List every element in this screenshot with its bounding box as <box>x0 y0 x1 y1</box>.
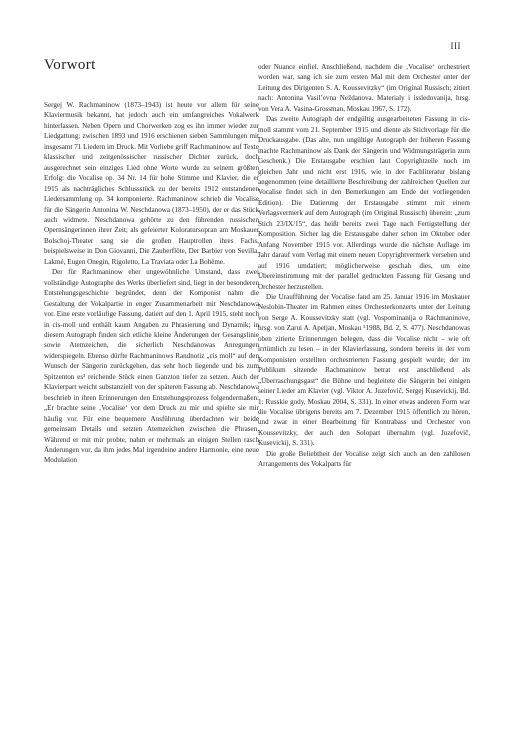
paragraph: Das zweite Autograph der endgültig ausgearbeiteten Fassung in cis-moll stammt vom 21. September 1915 und diente als Stichvorlage für die Druckausgabe. (Das alte, nun ungültige Autograph der früheren Fassung machte Rachmaninow als Dank der Sängerin und Widmungsträgerin zum Geschenk.) Die Erstausgabe erschien laut Copyrightzeile noch im gleichen Jahr und nicht erst 1916, wie in der Fachliteratur bislang angenommen (eine detaillierte Beschreibung der zahlreichen Quellen zur Vocalise findet sich in den Bemerkungen am Ende der vorliegenden Edition). Die Datierung der Erstausgabe stimmt mit einem Verlagsvermerk auf dem Autograph (im Original Russisch) überein: „zum Stich 23/IX/15“, das heißt bereits zwei Tage nach Fertigstellung der Komposition. Sicher lag die Erstausgabe daher schon im Oktober oder Anfang November 1915 vor. Allerdings wurde die nächste Auflage im Jahr darauf vom Verlag mit einem neuen Copyrightvermerk versehen und auf 1916 umdatiert; möglicherweise geschah dies, um eine Übereinstimmung mit der parallel gedruckten Fassung für Gesang und Orchester herzustellen. <box>258 115 470 291</box>
paragraph: Sergej W. Rachmaninow (1873–1943) ist heute vor allem für seine Klaviermusik bekannt, hat jedoch auch ein umfangreiches Vokalwerk hinterlassen. Neben Opern und Chorwerken zog es ihn immer wieder zur Liedgattung; zwischen 1893 und 1916 erschienen sieben Sammlungen mit insgesamt 71 Liedern im Druck. Mit Vorliebe griff Rachmaninow auf Texte klassischer und zeitgenössischer russischer Dichter zurück, doch ausgerechnet sein einziges Lied ohne Worte wurde zu seinem größten Erfolg: die Vocalise op. 34 Nr. 14 für hohe Stimme und Klavier, die er 1915 als nachträgliches Schlussstück zu der bereits 1912 entstandenen Liedersammlung op. 34 komponierte. Rachmaninow schrieb die Vocalise für die Sängerin Antonina W. Neschdanowa (1873–1950), der er das Stück auch widmete. Neschdanowa gehörte zu den führenden russischen Opernsängerinnen ihrer Zeit; als gefeierter Koloratursopran am Moskauer Bolschoj-Theater sang sie die großen Hauptrollen ihres Fachs, beispielsweise in Don Giovanni, Die Zauberflöte, Der Barbier von Sevilla, Lakmé, Eugen Onegin, Rigoletto, La Traviata oder La Bohème. <box>44 101 259 266</box>
page-heading: Vorwort <box>44 57 96 73</box>
paragraph: Die große Beliebtheit der Vocalise zeigt sich auch an den zahllosen Arrangements des Vokalparts für <box>258 449 470 469</box>
paragraph: oder Nuance einfiel. Anschließend, nachdem die ‚Vocalise‘ orchestriert worden war, sang ich sie zum ersten Mal mit dem Orchester unter der Leitung des Dirigenten S. A. Koussevitzky“ (im Original Russisch; zitiert nach: Antonina Vasil’evna Neždanova. Materialy i issledovanija, hrsg. von Vera A. Vasina-Grossman, Moskau 1967, S. 172). <box>258 63 470 113</box>
paragraph: Der für Rachmaninow eher ungewöhnliche Umstand, dass zwei vollständige Autographe des Werks überliefert sind, liegt in der besonderen Entstehungsgeschichte begründet, denn der Komponist nahm die Gestaltung der Vokalpartie in enger Zusammenarbeit mit Neschdanowa vor. Eine erste vorläufige Fassung, datiert auf den 1. April 1915, steht noch in cis-moll und enthält kaum Angaben zu Phrasierung und Dynamik; in diesem Autograph finden sich etliche kleine Änderungen der Gesangslinie sowie Atemzeichen, die sicherlich Neschdanowas Anregungen widerspiegeln. Ebenso dürfte Rachmaninows Randnotiz „cis moll“ auf den Wunsch der Sängerin zurückgehen, das sehr hoch liegende und bis zum Spitzenton es³ reichende Stück einen Ganzton tiefer zu setzen. Auch der Klavierpart weicht substanziell von der späteren Fassung ab. Neschdanowa beschrieb in ihren Erinnerungen den Entstehungsprozess folgendermaßen: „Er brachte seine ‚Vocalise‘ vor dem Druck zu mir und spielte sie mir häufig vor. Für eine bequemere Ausführung überdachten wir beide gemeinsam Details und setzten Atemzeichen zwischen die Phrasen. Während er mit mir probte, nahm er mehrmals an einigen Stellen rasch Änderungen vor, da ihm jedes Mal irgendeine andere Harmonie, eine neue Modulation <box>44 268 259 465</box>
right-column <box>258 62 470 470</box>
page-number: III <box>450 41 461 51</box>
paragraph: Die Uraufführung der Vocalise fand am 25. Januar 1916 im Moskauer Neslobin-Theater im Rahmen eines Orchesterkonzerts unter der Leitung von Serge A. Koussevitzky statt (vgl. Vospominanija o Rachmaninove, hrsg. von Zarui A. Apetjan, Moskau ⁵1988, Bd. 2, S. 477). Neschdanowas oben zitierte Erinnerungen belegen, dass die Vocalise nicht – wie oft irrtümlich zu lesen – in der Klavierfassung, sondern bereits in der vom Komponisten erstellten orchestrierten Fassung gespielt wurde; der im Publikum sitzende Rachmaninow betrat erst anschließend als „Überraschungsgast“ die Bühne und begleitete die Sängerin bei einigen seiner Lieder am Klavier (vgl. Viktor A. Juzefovič, Sergej Kusevickij, Bd. 1: Russkie gody, Moskau 2004, S. 331). In einer etwas anderen Form war die Vocalise übrigens bereits am 7. Dezember 1915 öffentlich zu hören, und zwar in einer Bearbeitung für Kontrabass und Orchester von Koussevitzky, der auch den Solopart übernahm (vgl. Juzefovič, Kusevickij, S. 331). <box>258 292 470 448</box>
left-column <box>44 100 259 466</box>
